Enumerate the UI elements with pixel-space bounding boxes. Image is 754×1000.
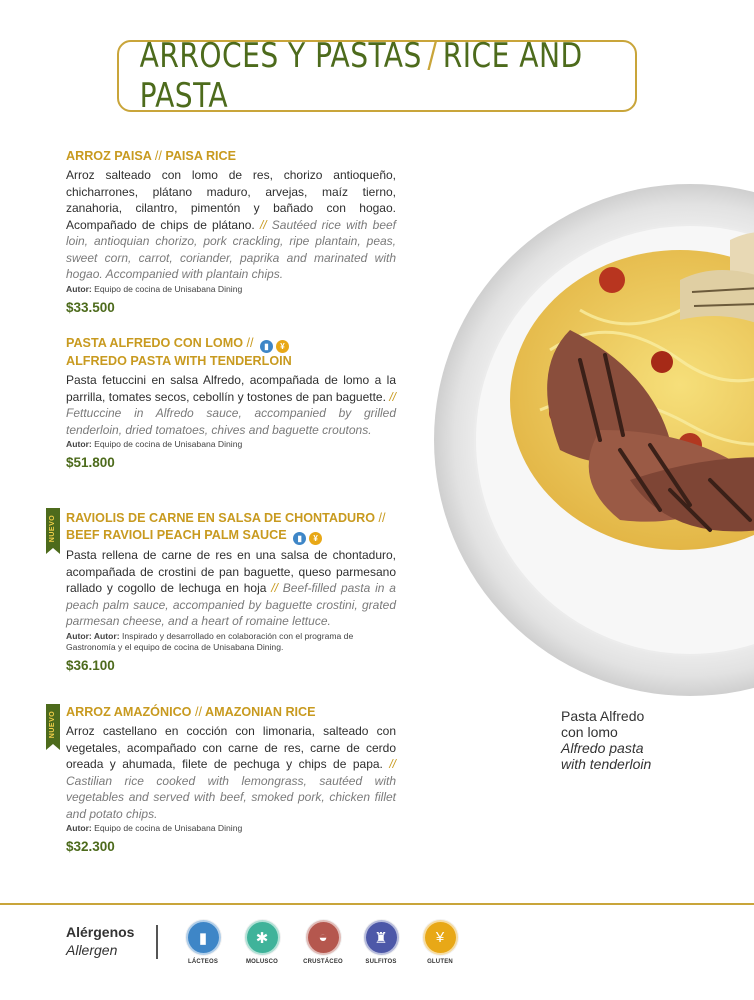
dish-description — [66, 547, 396, 630]
desc-en: Fettuccine in Alfredo sauce, accompanied by grilled tenderloin, dried tomatoes, chives and baguette croutons. — [66, 406, 396, 437]
dish-title — [66, 148, 396, 165]
author-name: Equipo de cocina de Unisabana Dining — [94, 823, 243, 833]
desc-es: Pasta fetuccini en salsa Alfredo, acompañada de lomo a la parrilla, tomates secos, cebollín y tostones de pan baguette. — [66, 373, 396, 404]
dish-author — [66, 823, 396, 834]
dish-pasta-alfredo — [66, 335, 396, 470]
dish-author — [66, 284, 396, 295]
allergen-label: SULFITOS — [365, 959, 397, 965]
new-badge-text: NUEVO — [49, 514, 57, 542]
milk-icon: ▮ — [260, 340, 273, 353]
new-badge-text: NUEVO — [49, 710, 57, 738]
allergen-label: CRUSTÁCEO — [303, 959, 343, 965]
dish-price: $51.800 — [66, 455, 115, 470]
author-name: Inspirado y desarrollado en colaboración con el programa de Gastronomía y el equipo de cocina de Unisabana Dining. — [66, 630, 354, 652]
author-label: Autor: — [66, 283, 92, 294]
section-title — [140, 36, 615, 116]
dish-title-es: ARROZ PAISA — [66, 149, 152, 163]
caption-en-2: with tenderloin — [561, 756, 652, 772]
dish-price: $33.500 — [66, 299, 115, 315]
allergen-label: GLUTEN — [427, 959, 453, 965]
allergen-gluten — [410, 920, 470, 965]
wheat-icon: ¥ — [276, 340, 289, 353]
dish-author — [66, 631, 396, 653]
desc-en: Castilian rice cooked with lemongrass, sautéed with vegetables and served with beef, smoked pork, chicken fillet and potato chips. — [66, 773, 396, 821]
dish-arroz-paisa — [66, 148, 396, 315]
allergens-subtitle: Allergen — [66, 942, 118, 958]
dish-title-es: PASTA ALFREDO CON LOMO — [66, 336, 243, 350]
author-label: Autor: — [66, 439, 92, 449]
footer-divider — [0, 903, 754, 905]
desc-en: Sautéed rice with beef loin, antioquian chorizo, pork crackling, ripe plantain, peas, sweet corn, carrot, coriander, paprika and marinated with hogao. Accompanied with plantain chips. — [66, 217, 396, 281]
dish-title — [66, 510, 396, 545]
dish-title-es: RAVIOLIS DE CARNE EN SALSA DE CHONTADURO — [66, 511, 376, 525]
milk-icon: ▮ — [186, 920, 221, 955]
dish-title-slash: // — [194, 705, 202, 719]
desc-slash: // — [259, 217, 267, 232]
allergen-label: MOLUSCO — [245, 959, 279, 965]
author-label: Autor: — [66, 823, 92, 833]
desc-slash: // — [389, 757, 396, 771]
title-separator: / — [427, 36, 438, 76]
dish-title-en: BEEF RAVIOLI PEACH PALM SAUCE — [66, 528, 287, 542]
dish-title-en: ALFREDO PASTA WITH TENDERLOIN — [66, 354, 292, 368]
desc-es: Arroz castellano en cocción con limonaria, salteado con vegetales, acompañado con carne de res, carne de cerdo oreada y ahumada, filete de pechuga y chips de papa. — [66, 724, 396, 771]
crab-icon: ✱ — [245, 920, 280, 955]
dish-title-es: ARROZ AMAZÓNICO — [66, 705, 192, 719]
desc-es: Arroz salteado con lomo de res, chorizo antioqueño, chicharrones, plátano maduro, arvejas, maíz tierno, zanahoria, cilantro, pimentón y bañado con hogao. Acompañado de chips de plátano. — [66, 168, 396, 232]
milk-icon: ▮ — [293, 532, 306, 545]
dish-description — [66, 372, 396, 438]
desc-slash: // — [389, 389, 396, 404]
dish-title — [66, 335, 396, 370]
dish-title — [66, 704, 396, 721]
allergen-sulfites — [351, 920, 411, 965]
desc-es: Pasta rellena de carne de res en una salsa de chontaduro, acompañada de crostini de pan baguette, queso parmesano rallado y cogollo de lechuga en hoja — [66, 548, 396, 595]
dish-price: $32.300 — [66, 839, 115, 854]
new-badge — [46, 508, 60, 548]
author-name: Equipo de cocina de Unisabana Dining — [94, 283, 243, 294]
photo-caption — [561, 708, 651, 772]
dish-description — [66, 167, 396, 283]
author-label: Autor: Autor: — [66, 630, 120, 641]
desc-slash: // — [271, 581, 278, 595]
title-en: RICE AND PASTA — [139, 36, 583, 116]
pasta-plate-image — [430, 180, 754, 700]
allergen-crustacean — [293, 920, 353, 965]
dish-title-slash: // — [154, 149, 162, 163]
desc-en: Beef-filled pasta in a peach palm sauce, accompanied by baguette crostini, grated parmesan cheese, and a heart of romaine lettuce. — [66, 581, 396, 628]
caption-es-2: con lomo — [561, 724, 618, 740]
dish-title-slash: // — [246, 336, 254, 350]
author-name: Equipo de cocina de Unisabana Dining — [94, 439, 243, 449]
dish-title-en: AMAZONIAN RICE — [205, 705, 316, 719]
dish-author — [66, 439, 396, 450]
wheat-icon: ¥ — [309, 532, 322, 545]
dish-arroz-amazonico — [66, 704, 396, 854]
dish-description — [66, 723, 396, 822]
allergens-separator — [156, 925, 158, 959]
new-badge — [46, 704, 60, 744]
dish-title-en: PAISA RICE — [165, 149, 237, 163]
allergens-title: Alérgenos — [66, 924, 135, 940]
allergen-mollusc — [232, 920, 292, 965]
caption-en-1: Alfredo pasta — [561, 740, 644, 756]
dish-price: $36.100 — [66, 657, 115, 673]
allergen-label: LÁCTEOS — [187, 959, 219, 965]
allergen-milk — [173, 920, 233, 965]
wheat-icon: ¥ — [423, 920, 458, 955]
bottle-icon: ♜ — [364, 920, 399, 955]
title-es: ARROCES Y PASTAS — [139, 36, 422, 76]
shell-icon: ◒ — [306, 920, 341, 955]
dish-raviolis — [66, 510, 396, 673]
caption-es-1: Pasta Alfredo — [561, 708, 645, 724]
dish-title-slash: // — [378, 511, 386, 525]
section-title-box — [117, 36, 637, 116]
